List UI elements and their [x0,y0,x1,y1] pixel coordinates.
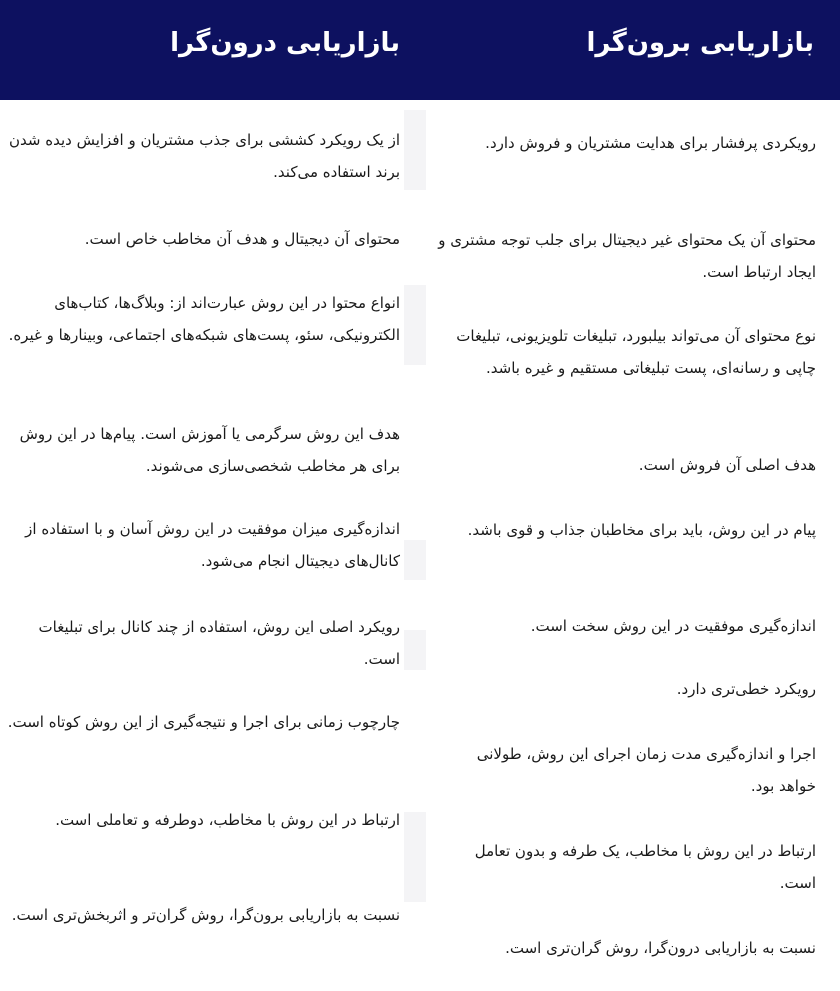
outbound-cell-2: محتوای آن یک محتوای غیر دیجیتال برای جلب توجه مشتری و ایجاد ارتباط است. [438,231,816,281]
inbound-cell-6: رویکرد اصلی این روش، استفاده از چند کانال برای تبلیغات است. [38,618,400,668]
inbound-cell-9: نسبت به بازاریابی برون‌گرا، روش گران‌تر و اثربخش‌تری است. [11,906,400,924]
inbound-cell-2: محتوای آن دیجیتال و هدف آن مخاطب خاص است. [84,230,400,248]
inbound-cell-3: انواع محتوا در این روش عبارت‌اند از: وبلاگ‌ها، کتاب‌های الکترونیکی، سئو، پست‌های شبکه‌های اجتماعی، وبینارها و غیره. [8,294,400,344]
separator-band [404,812,426,902]
inbound-cell-1: از یک رویکرد کششی برای جذب مشتریان و افزایش دیده شدن برند استفاده می‌کند. [9,131,400,181]
inbound-cell-7: چارچوب زمانی برای اجرا و نتیجه‌گیری از این روش کوتاه است. [7,713,400,731]
inbound-title: بازاریابی درون‌گرا [170,28,400,58]
outbound-cell-3: نوع محتوای آن می‌تواند بیلبورد، تبلیغات تلویزیونی، تبلیغات چاپی و رسانه‌ای، پست تبلیغاتی مستقیم و غیره باشد. [456,327,816,377]
outbound-cell-4: هدف اصلی آن فروش است. [638,456,816,474]
outbound-cell-7: رویکرد خطی‌تری دارد. [676,680,816,698]
separator-band [404,540,426,580]
inbound-cell-5: اندازه‌گیری میزان موفقیت در این روش آسان و با استفاده از کانال‌های دیجیتال انجام می‌شود. [25,520,400,570]
outbound-cell-8: اجرا و اندازه‌گیری مدت زمان اجرای این روش، طولانی خواهد بود. [476,745,816,795]
inbound-cell-8: ارتباط در این روش با مخاطب، دوطرفه و تعاملی است. [55,811,400,829]
table-header [0,0,840,100]
inbound-cell-4: هدف این روش سرگرمی یا آموزش است. پیام‌ها در این روش برای هر مخاطب شخصی‌سازی می‌شوند. [19,425,400,475]
outbound-title: بازاریابی برون‌گرا [586,28,814,58]
separator-band [404,630,426,670]
separator-band [404,110,426,190]
separator-band [404,285,426,365]
outbound-cell-10: نسبت به بازاریابی درون‌گرا، روش گران‌تری است. [505,939,816,957]
outbound-cell-9: ارتباط در این روش با مخاطب، یک طرفه و بدون تعامل است. [474,842,816,892]
outbound-cell-5: پیام در این روش، باید برای مخاطبان جذاب و قوی باشد. [467,521,816,539]
outbound-cell-1: رویکردی پرفشار برای هدایت مشتریان و فروش دارد. [485,134,816,152]
outbound-cell-6: اندازه‌گیری موفقیت در این روش سخت است. [530,617,816,635]
